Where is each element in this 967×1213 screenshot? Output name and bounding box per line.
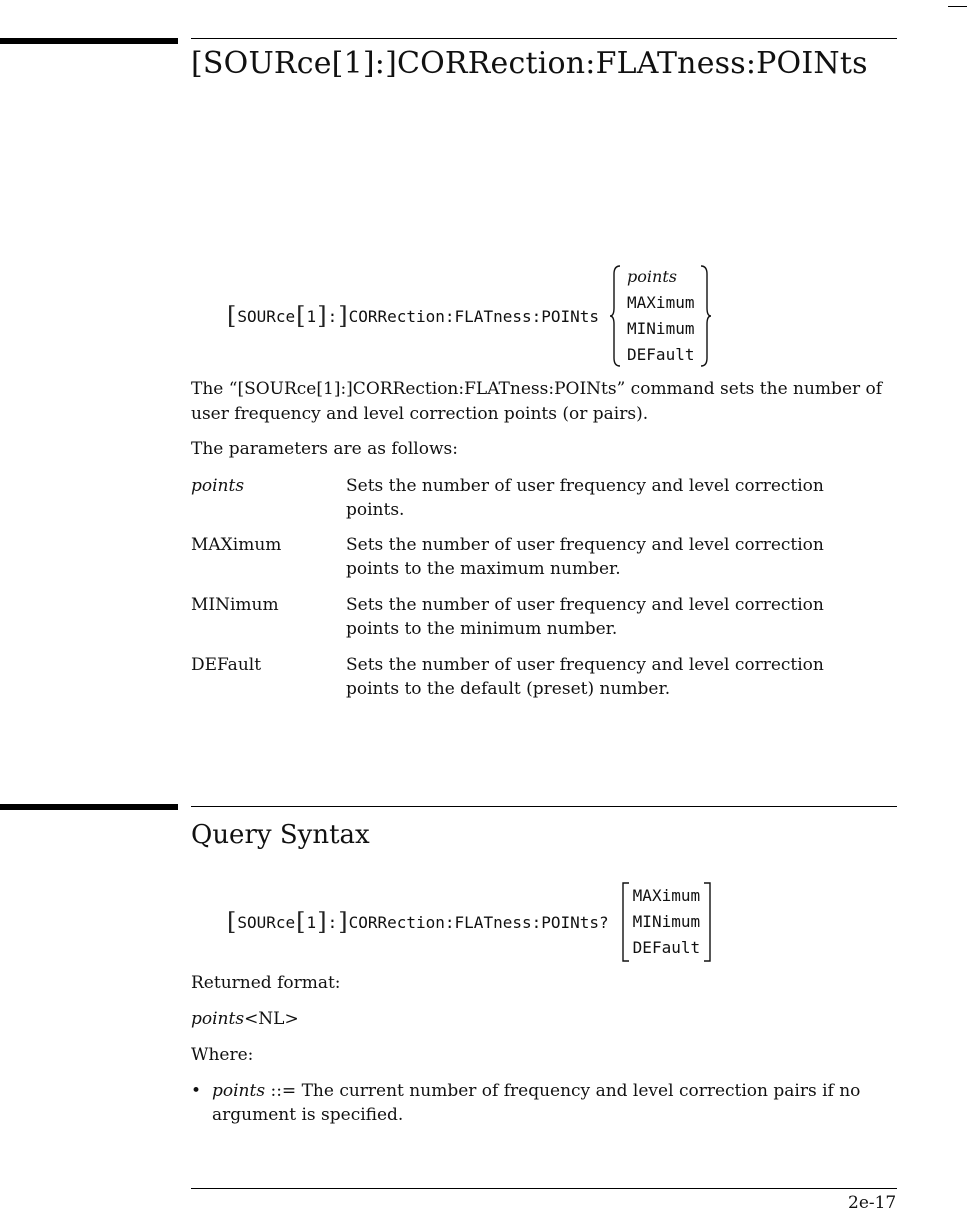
param-term: DEFault [191, 655, 262, 675]
param-desc: Sets the number of user frequency and level correction points to the maximum number. [346, 535, 824, 579]
bullet-term: points [212, 1081, 266, 1101]
right-brace-icon [698, 264, 712, 368]
footer-rule [191, 1188, 897, 1189]
right-square-bracket-icon [702, 882, 712, 962]
option-minimum: MINimum [627, 319, 695, 338]
syntax-channel: 1 [306, 912, 317, 932]
bullet-dot-icon: • [191, 1081, 202, 1101]
option-default: DEFault [632, 938, 701, 957]
command-description: The “[SOURce[1]:]CORRection:FLATness:POINts” command sets the number of user frequency and level correction points (or pairs). [191, 379, 883, 424]
optional-bracket-open: [ [296, 302, 306, 330]
left-square-bracket-icon [621, 882, 631, 962]
query-syntax [226, 882, 712, 962]
returned-format-label: Returned format: [191, 973, 341, 993]
section-bar-left [0, 804, 178, 810]
syntax-colon: : [327, 306, 338, 326]
query-syntax-heading: Query Syntax [191, 820, 370, 850]
bullet-text: The current number of frequency and level correction pairs if no argument is specified. [212, 1081, 861, 1125]
query-options [633, 883, 700, 961]
optional-bracket-open: [ [227, 908, 237, 936]
section-rule [191, 806, 897, 807]
param-term: points [191, 476, 245, 496]
param-desc: Sets the number of user frequency and level correction points to the default (preset) number. [346, 655, 824, 699]
command-syntax [226, 264, 712, 368]
syntax-source: SOURce [237, 306, 296, 326]
corner-mark [948, 6, 967, 7]
param-term: MAXimum [191, 535, 282, 555]
syntax-channel: 1 [306, 306, 317, 326]
option-minimum: MINimum [632, 912, 701, 931]
returned-format-term: points [191, 1009, 245, 1029]
left-brace-icon [609, 264, 623, 368]
bullet-operator: ::= [270, 1081, 297, 1101]
optional-bracket-close: ] [338, 908, 348, 936]
syntax-colon: : [327, 912, 338, 932]
query-command: CORRection:FLATness:POINts? [348, 912, 609, 932]
syntax-source: SOURce [237, 912, 296, 932]
page-title: [SOURce[1]:]CORRection:FLATness:POINts [191, 46, 868, 81]
param-desc: Sets the number of user frequency and level correction points. [346, 476, 824, 520]
page-number: 2e-17 [848, 1193, 897, 1213]
optional-bracket-open: [ [227, 302, 237, 330]
optional-bracket-open: [ [296, 908, 306, 936]
syntax-options [627, 264, 694, 368]
option-default: DEFault [627, 345, 695, 364]
returned-format-value [191, 1007, 891, 1032]
param-desc: Sets the number of user frequency and level correction points to the minimum number. [346, 595, 824, 639]
option-maximum: MAXimum [627, 293, 695, 312]
section-rule [191, 38, 897, 39]
params-intro: The parameters are as follows: [191, 439, 458, 459]
bullet-item [191, 1079, 903, 1127]
option-maximum: MAXimum [632, 886, 701, 905]
optional-bracket-close: ] [317, 302, 327, 330]
where-label: Where: [191, 1045, 254, 1065]
syntax-command: CORRection:FLATness:POINts [348, 306, 600, 326]
option-points: points [627, 267, 677, 286]
returned-format-suffix: <NL> [244, 1009, 299, 1029]
param-term: MINimum [191, 595, 279, 615]
optional-bracket-close: ] [317, 908, 327, 936]
optional-bracket-close: ] [338, 302, 348, 330]
section-bar-left [0, 38, 178, 44]
